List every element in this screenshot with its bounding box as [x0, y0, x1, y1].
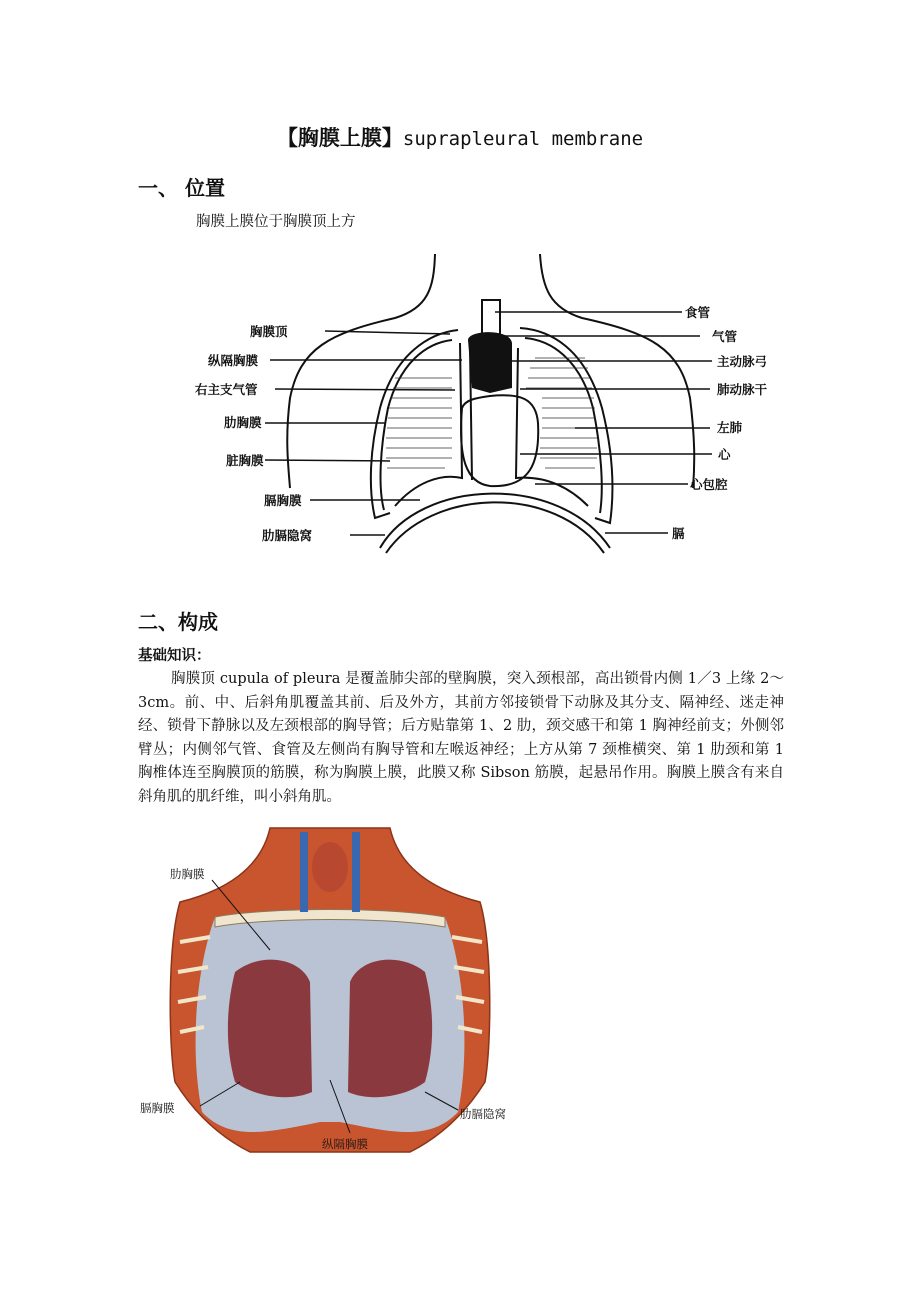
label-visceral-pleura: 脏胸膜 [226, 453, 264, 468]
label-trachea: 气管 [712, 329, 738, 344]
illus-label-costal-pleura: 肋胸膜 [170, 867, 205, 881]
label-right-main-bronchus: 右主支气管 [195, 382, 258, 397]
illus-label-mediastinal-pleura: 纵隔胸膜 [322, 1137, 368, 1151]
pleura-diagram [190, 248, 790, 588]
composition-paragraph: 胸膜顶 cupula of pleura 是覆盖肺尖部的壁胸膜，突入颈根部，高出锁骨内侧 1／3 上缘 2～3cm。前、中、后斜角肌覆盖其前、后及外方，其前方邻接锁骨下动脉及其分支、隔神经、迷走神经、锁骨下静脉以及左颈根部的胸导管；后方贴靠第 1、2 肋，颈交感干和第 1 胸神经前支；外侧邻臂丛；内侧邻气管、食管及左侧尚有胸导管和左喉返神经；上方从第 7 颈椎横突、第 1 肋颈和第 1 胸椎体连至胸膜顶的筋膜，称为胸膜上膜，此膜又称 Sibson 筋膜，起悬吊作用。胸膜上膜含有来自斜角肌的肌纤维，叫小斜角肌。 [138, 671, 784, 805]
label-costodiaphragmatic-recess: 肋膈隐窝 [262, 528, 313, 543]
anatomy-illustration [140, 822, 520, 1167]
title-chinese: 【胸膜上膜】 [276, 126, 403, 150]
label-diaphragmatic-pleura: 膈胸膜 [264, 493, 302, 508]
section-heading-position: 一、 位置 [138, 176, 225, 200]
basic-knowledge-label: 基础知识： [138, 648, 211, 664]
label-pulmonary-trunk: 肺动脉干 [717, 382, 768, 397]
label-cupula: 胸膜顶 [250, 324, 288, 339]
label-esophagus: 食管 [685, 305, 711, 320]
label-costal-pleura: 肋胸膜 [224, 415, 262, 430]
section-heading-composition: 二、构成 [138, 610, 218, 634]
label-pericardial-cavity: 心包腔 [690, 477, 728, 492]
illus-label-costodiaphragmatic-recess: 肋膈隐窝 [460, 1107, 506, 1121]
label-diaphragm: 膈 [672, 526, 685, 541]
label-mediastinal-pleura: 纵隔胸膜 [208, 353, 259, 368]
label-aortic-arch: 主动脉弓 [717, 354, 768, 369]
label-left-lung: 左肺 [717, 420, 743, 435]
illus-label-diaphragmatic-pleura: 膈胸膜 [140, 1101, 175, 1115]
section-text-position: 胸膜上膜位于胸膜顶上方 [196, 214, 356, 230]
page-title [0, 122, 920, 152]
label-heart: 心 [718, 447, 731, 462]
title-english: suprapleural membrane [402, 128, 644, 150]
